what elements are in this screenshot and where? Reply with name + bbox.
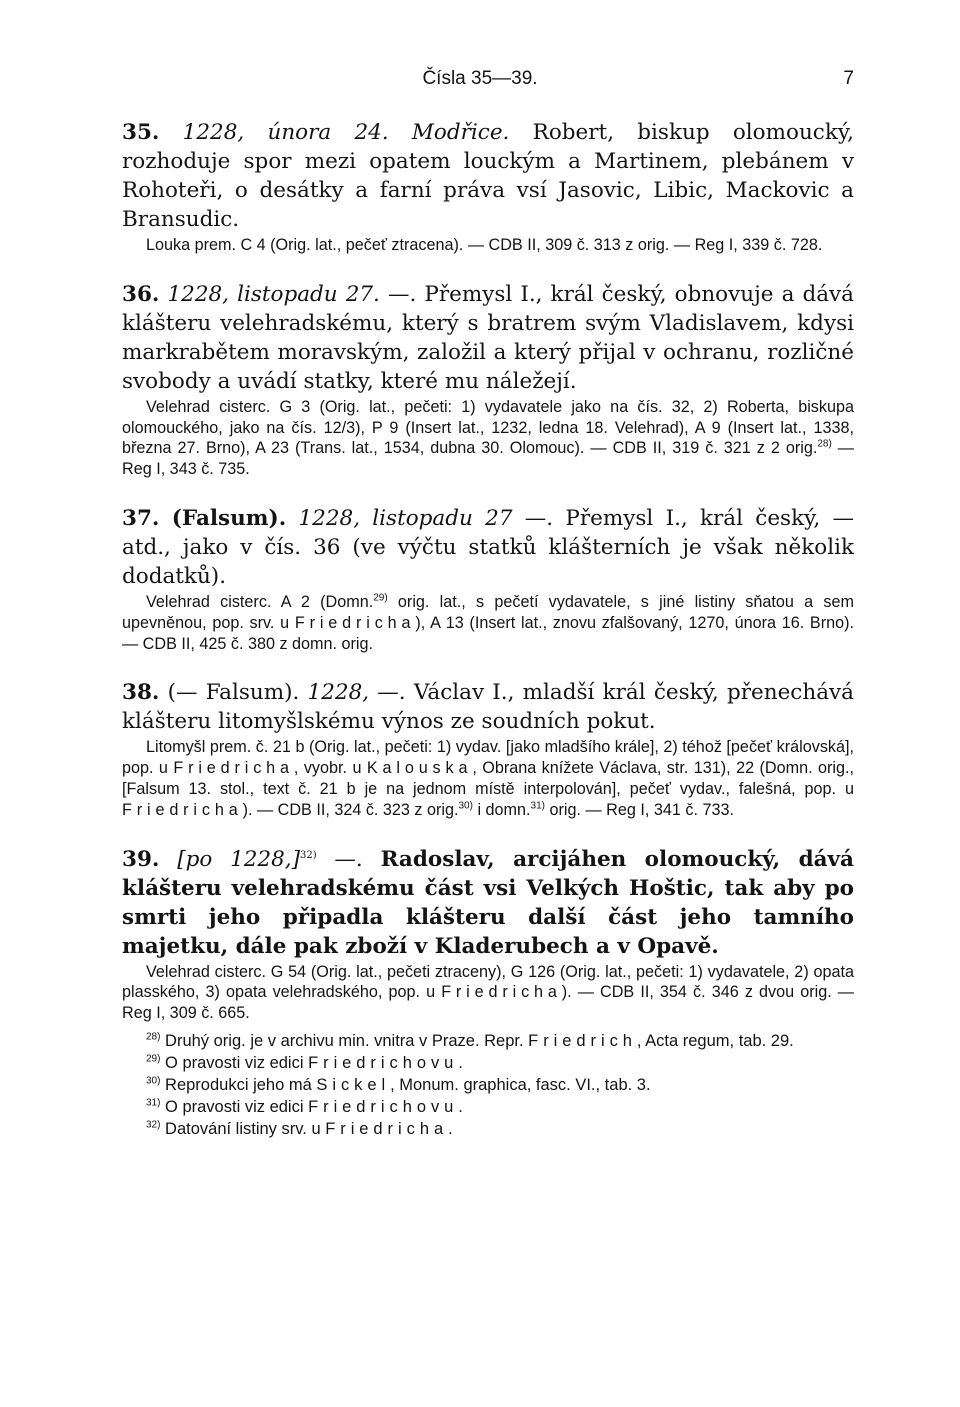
apparatus-text: , Obrana knížete Václava, str. 131), 22 (Domn. orig., [Falsum 13. stol., text č. 21 b je na jednom místě interpolován], pečeť vydav., falešná, pop. u xyxy=(122,759,854,798)
footnote-ref: 32) xyxy=(300,849,317,861)
author-name: Friedricha xyxy=(325,1119,449,1138)
running-header xyxy=(0,64,960,94)
entry-heading xyxy=(122,678,854,736)
entry-heading xyxy=(122,845,854,961)
entry-falsum-mark: (— Falsum). xyxy=(167,680,300,706)
footnote-text: , Acta regum, tab. 29. xyxy=(636,1031,794,1050)
entry-number: 36. xyxy=(122,281,160,307)
author-name: Kalouska xyxy=(366,759,473,778)
apparatus-text: ). — CDB II, 354 č. 346 z dvou orig. — Reg I, 309 č. 665. xyxy=(122,983,854,1023)
footnote-ref: 28) xyxy=(817,439,832,450)
apparatus-text: Velehrad cisterc. A 2 (Domn. xyxy=(146,592,374,611)
footnote-32 xyxy=(122,1118,854,1140)
footnote-29 xyxy=(122,1052,854,1074)
author-name: Friedricha xyxy=(441,983,562,1002)
footnote-text: O pravosti viz edici xyxy=(160,1053,309,1072)
apparatus-text: , vyobr. u xyxy=(293,759,367,778)
footnote-text: Datování listiny srv. u xyxy=(160,1119,326,1138)
entry-date-end: —. xyxy=(316,846,363,872)
author-name: Friedrichovu xyxy=(308,1053,459,1072)
author-name: Friedrichovu xyxy=(308,1097,459,1116)
entry-36 xyxy=(122,280,854,480)
footnotes xyxy=(122,1030,854,1140)
entry-date: [po 1228,] xyxy=(177,846,301,872)
entry-falsum-mark: (Falsum). xyxy=(171,505,287,531)
page-number: 7 xyxy=(843,68,854,89)
footnote-text: Reprodukci jeho má xyxy=(160,1075,317,1094)
entry-38 xyxy=(122,678,854,820)
entry-number: 39. xyxy=(122,846,160,872)
footnote-ref: 31) xyxy=(530,800,545,812)
entry-apparatus: Louka prem. C 4 (Orig. lat., pečeť ztracena). — CDB II, 309 č. 313 z orig. — Reg I, 339 č. 728. xyxy=(146,236,823,254)
footnote-text: . xyxy=(458,1053,463,1072)
footnote-ref: 30) xyxy=(458,800,473,812)
entry-number: 37. xyxy=(122,505,160,531)
apparatus-text: orig. lat., s pečetí vydavatele, s jiné listiny sňatou a sem upevněnou, pop. srv. u xyxy=(122,592,854,632)
entry-date: 1228, —. xyxy=(307,680,406,706)
apparatus-text: i domn. xyxy=(472,800,531,819)
apparatus-text: Velehrad cisterc. G 3 (Orig. lat., pečeti: 1) vydavatele jako na čís. 32, 2) Roberta, biskupa olomouckého, jako na čís. 12/3), P 9 (Insert lat., 1232, ledna 18. Velehrad), A 9 (Insert lat., 1338, března 27. Brno), A 23 (Trans. lat., 1534, dubna 30. Olomouc). — CDB II, 319 č. 321 z 2 orig. xyxy=(122,397,854,458)
entry-summary: Přemysl I., král český, — atd., jako v čís. 36 (ve výčtu statků klášterních je však několik dodatků). xyxy=(122,505,854,589)
apparatus-text: ). — CDB II, 324 č. 323 z orig. xyxy=(242,800,459,819)
footnote-ref: 29) xyxy=(373,592,388,604)
entry-summary: Robert, biskup olomoucký, rozhoduje spor mezi opatem louckým a Martinem, plebánem v Rohoteři, o desátky a farní práva vsí Jasovic, Libic, Mackovic a Bransudic. xyxy=(122,120,854,232)
entry-heading xyxy=(122,280,854,396)
entry-heading xyxy=(122,504,854,591)
apparatus-text: ), A 13 (Insert lat., znovu zfalšovaný, 1270, února 16. Brno). — CDB II, 425 č. 380 z domn. orig. xyxy=(122,613,855,653)
entry-apparatus xyxy=(122,962,854,1024)
entry-date: 1228, listopadu 27. —. xyxy=(167,281,417,307)
entry-summary: Radoslav, arcijáhen olomoucký, dává klášteru velehradskému část vsi Velkých Hoštic, tak aby po smrti jeho připadla klášteru další část jeho tamního majetku, dále pak zboží v Kladerubech a v Opavě. xyxy=(122,846,854,959)
footnote-mark: 32) xyxy=(146,1119,161,1131)
apparatus-text: — Reg I, 343 č. 735. xyxy=(122,439,854,479)
author-name: Friedrich xyxy=(528,1031,637,1050)
entry-apparatus xyxy=(122,397,854,480)
apparatus-text: Litomyšl prem. č. 21 b (Orig. lat., pečeti: 1) vydav. [jako mladšího krále], 2) téhož [pečeť královská], pop. u xyxy=(122,738,854,778)
page-body xyxy=(122,118,854,1140)
footnote-mark: 28) xyxy=(146,1031,161,1043)
author-name: Friedricha xyxy=(122,800,243,819)
footnote-mark: 29) xyxy=(146,1053,161,1065)
footnote-30 xyxy=(122,1074,854,1096)
footnote-text: Druhý orig. je v archivu min. vnitra v Praze. Repr. xyxy=(160,1031,529,1050)
footnote-text: . xyxy=(458,1097,463,1116)
footnote-28 xyxy=(122,1030,854,1052)
entry-summary: Přemysl I., král český, obnovuje a dává klášteru velehradskému, který s bratrem svým Vladislavem, kdysi markrabětem moravským, založil a který přijal v ochranu, rozličné svobody a uvádí statky, které mu náležejí. xyxy=(122,281,854,394)
entry-number: 35. xyxy=(122,120,160,145)
footnote-31 xyxy=(122,1096,854,1118)
footnote-text: . xyxy=(448,1119,453,1138)
apparatus-text: Velehrad cisterc. G 54 (Orig. lat., pečeti ztraceny), G 126 (Orig. lat., pečeti: 1) vydavatele, 2) opata plasského, 3) opata velehradského, pop. u xyxy=(122,962,854,1002)
apparatus-text: orig. — Reg I, 341 č. 733. xyxy=(545,800,734,819)
footnote-text: O pravosti viz edici xyxy=(160,1097,309,1116)
entry-35 xyxy=(122,118,854,256)
entry-37 xyxy=(122,504,854,654)
footnote-text: , Monum. graphica, fasc. VI., tab. 3. xyxy=(390,1075,651,1094)
entry-heading xyxy=(122,118,854,234)
header-title: Čísla 35—39. xyxy=(422,68,538,89)
entry-summary: Václav I., mladší král český, přenechává klášteru litomyšlskému výnos ze soudních pokut. xyxy=(122,680,854,735)
entry-number: 38. xyxy=(122,680,160,706)
footnote-mark: 30) xyxy=(146,1075,161,1087)
entry-date: 1228, února 24. Modřice. xyxy=(182,120,510,145)
entry-39 xyxy=(122,845,854,1024)
entry-apparatus xyxy=(122,592,854,654)
entry-date: 1228, listopadu 27 —. xyxy=(298,505,554,531)
author-name: Friedricha xyxy=(173,759,294,778)
footnote-mark: 31) xyxy=(146,1097,161,1109)
author-name: Sickel xyxy=(316,1075,391,1094)
author-name: Friedricha xyxy=(294,613,416,632)
entry-apparatus xyxy=(122,737,854,820)
